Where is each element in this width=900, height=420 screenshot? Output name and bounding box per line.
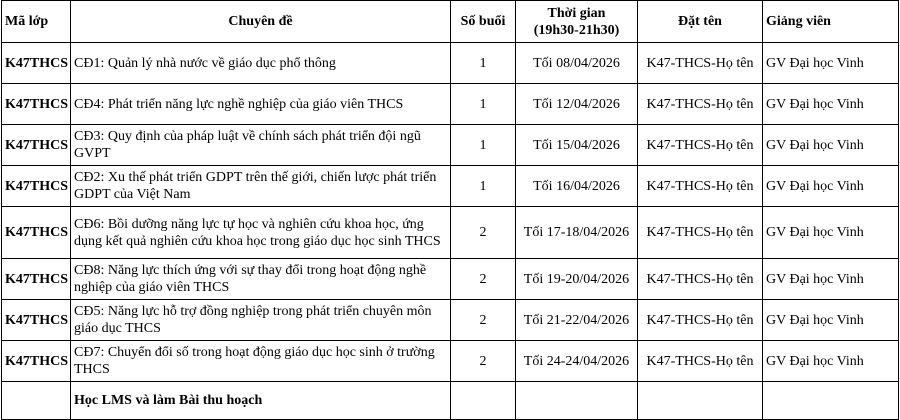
cell-empty: [451, 382, 516, 420]
header-chuyen-de: Chuyên đề: [71, 1, 451, 43]
table-row: [2, 84, 899, 125]
header-so-buoi: Số buổi: [451, 1, 516, 43]
header-ma-lop: Mã lớp: [2, 1, 71, 43]
cell-chuyen-de: CĐ3: Quy định của pháp luật về chính sách phát triển đội ngũ GVPT: [71, 125, 451, 166]
header-thoi-gian-line2: (19h30-21h30): [533, 22, 620, 38]
table-row: [2, 43, 899, 84]
cell-dat-ten: K47-THCS-Họ tên: [638, 43, 763, 84]
footer-label: Học LMS và làm Bài thu hoạch: [71, 382, 451, 420]
header-row: [2, 1, 899, 43]
cell-dat-ten: K47-THCS-Họ tên: [638, 84, 763, 125]
cell-empty: [2, 382, 71, 420]
cell-dat-ten: K47-THCS-Họ tên: [638, 207, 763, 259]
cell-chuyen-de: CĐ5: Năng lực hỗ trợ đồng nghiệp trong phát triển chuyên môn giáo dục THCS: [71, 300, 451, 341]
cell-empty: [763, 382, 899, 420]
cell-so-buoi: 1: [451, 166, 516, 207]
cell-so-buoi: 1: [451, 43, 516, 84]
cell-dat-ten: K47-THCS-Họ tên: [638, 166, 763, 207]
table-row: [2, 207, 899, 259]
cell-ma-lop: K47THCS: [2, 341, 71, 382]
cell-chuyen-de: CĐ1: Quản lý nhà nước về giáo dục phổ thông: [71, 43, 451, 84]
header-thoi-gian: [516, 1, 638, 43]
cell-so-buoi: 2: [451, 259, 516, 300]
cell-empty: [516, 382, 638, 420]
cell-ma-lop: K47THCS: [2, 125, 71, 166]
cell-chuyen-de: CĐ7: Chuyển đổi số trong hoạt động giáo dục học sinh ở trường THCS: [71, 341, 451, 382]
cell-chuyen-de: CĐ8: Năng lực thích ứng với sự thay đổi trong hoạt động nghề nghiệp của giáo viên THCS: [71, 259, 451, 300]
footer-row: [2, 382, 899, 420]
cell-giang-vien: GV Đại học Vinh: [763, 166, 899, 207]
cell-ma-lop: K47THCS: [2, 166, 71, 207]
cell-chuyen-de: CĐ2: Xu thế phát triển GDPT trên thế giới, chiến lược phát triển GDPT của Việt Nam: [71, 166, 451, 207]
cell-empty: [638, 382, 763, 420]
cell-chuyen-de: CĐ6: Bồi dưỡng năng lực tự học và nghiên cứu khoa học, ứng dụng kết quả nghiên cứu khoa học trong giáo dục học sinh THCS: [71, 207, 451, 259]
cell-dat-ten: K47-THCS-Họ tên: [638, 259, 763, 300]
table-row: [2, 259, 899, 300]
table-row: [2, 300, 899, 341]
cell-dat-ten: K47-THCS-Họ tên: [638, 341, 763, 382]
cell-so-buoi: 2: [451, 300, 516, 341]
cell-ma-lop: K47THCS: [2, 207, 71, 259]
cell-ma-lop: K47THCS: [2, 43, 71, 84]
table-row: [2, 341, 899, 382]
cell-thoi-gian: Tối 21-22/04/2026: [516, 300, 638, 341]
cell-so-buoi: 2: [451, 341, 516, 382]
table-row: [2, 166, 899, 207]
cell-so-buoi: 1: [451, 84, 516, 125]
cell-giang-vien: GV Đại học Vinh: [763, 43, 899, 84]
cell-thoi-gian: Tối 16/04/2026: [516, 166, 638, 207]
cell-dat-ten: K47-THCS-Họ tên: [638, 125, 763, 166]
cell-giang-vien: GV Đại học Vinh: [763, 84, 899, 125]
cell-giang-vien: GV Đại học Vinh: [763, 259, 899, 300]
cell-giang-vien: GV Đại học Vinh: [763, 207, 899, 259]
header-thoi-gian-line1: Thời gian: [547, 5, 606, 21]
cell-giang-vien: GV Đại học Vinh: [763, 125, 899, 166]
schedule-table: [1, 0, 899, 420]
cell-thoi-gian: Tối 17-18/04/2026: [516, 207, 638, 259]
cell-thoi-gian: Tối 24-24/04/2026: [516, 341, 638, 382]
cell-giang-vien: GV Đại học Vinh: [763, 341, 899, 382]
cell-ma-lop: K47THCS: [2, 259, 71, 300]
cell-chuyen-de: CĐ4: Phát triển năng lực nghề nghiệp của giáo viên THCS: [71, 84, 451, 125]
header-giang-vien: Giảng viên: [763, 1, 899, 43]
cell-dat-ten: K47-THCS-Họ tên: [638, 300, 763, 341]
cell-ma-lop: K47THCS: [2, 84, 71, 125]
cell-thoi-gian: Tối 15/04/2026: [516, 125, 638, 166]
cell-thoi-gian: Tối 19-20/04/2026: [516, 259, 638, 300]
header-dat-ten: Đặt tên: [638, 1, 763, 43]
cell-ma-lop: K47THCS: [2, 300, 71, 341]
cell-thoi-gian: Tối 08/04/2026: [516, 43, 638, 84]
cell-so-buoi: 2: [451, 207, 516, 259]
cell-giang-vien: GV Đại học Vinh: [763, 300, 899, 341]
cell-so-buoi: 1: [451, 125, 516, 166]
cell-thoi-gian: Tối 12/04/2026: [516, 84, 638, 125]
table-row: [2, 125, 899, 166]
